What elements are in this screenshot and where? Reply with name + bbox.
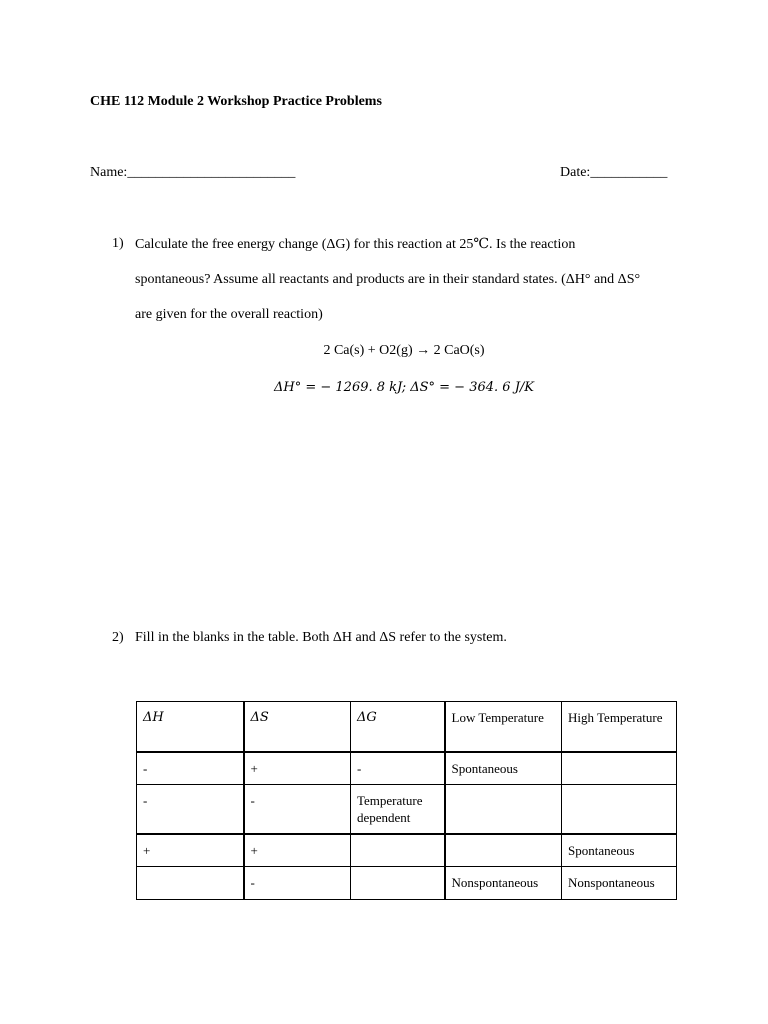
table-row bbox=[137, 867, 677, 900]
table-cell[interactable] bbox=[562, 785, 677, 834]
table-cell[interactable]: + bbox=[137, 834, 244, 867]
header-delta-h: ΔH bbox=[137, 702, 244, 752]
date-field[interactable]: Date:___________ bbox=[560, 165, 668, 180]
table-cell[interactable]: - bbox=[137, 752, 244, 785]
header-delta-g: ΔG bbox=[351, 702, 445, 752]
table-cell[interactable]: Spontaneous bbox=[562, 834, 677, 867]
table-cell[interactable] bbox=[351, 834, 445, 867]
table-cell[interactable]: Spontaneous bbox=[445, 752, 562, 785]
table-row bbox=[137, 752, 677, 785]
table-cell[interactable]: - bbox=[244, 867, 351, 900]
table-row bbox=[137, 785, 677, 834]
table-cell[interactable]: Nonspontaneous bbox=[445, 867, 562, 900]
table-cell[interactable] bbox=[445, 834, 562, 867]
document-title: CHE 112 Module 2 Workshop Practice Problems bbox=[90, 94, 382, 109]
question-2-text: Fill in the blanks in the table. Both ΔH and ΔS refer to the system. bbox=[135, 630, 507, 645]
header-low-temperature: Low Temperature bbox=[445, 702, 562, 752]
table-cell[interactable]: - bbox=[351, 752, 445, 785]
header-delta-s: ΔS bbox=[244, 702, 351, 752]
question-1-line-2: spontaneous? Assume all reactants and products are in their standard states. (ΔH° and ΔS° bbox=[135, 272, 641, 287]
table-header-row bbox=[137, 702, 677, 752]
table-cell[interactable]: Nonspontaneous bbox=[562, 867, 677, 900]
table-row bbox=[137, 834, 677, 867]
table-cell[interactable]: - bbox=[244, 785, 351, 834]
table-cell[interactable]: + bbox=[244, 834, 351, 867]
thermo-values bbox=[0, 380, 768, 396]
table-cell[interactable]: + bbox=[244, 752, 351, 785]
question-2-number: 2) bbox=[112, 630, 124, 645]
thermo-values-text: ΔH° = − 1269. 8 kJ; ΔS° = − 364. 6 J/K bbox=[274, 380, 534, 395]
thermo-table bbox=[136, 701, 677, 900]
header-high-temperature: High Temperature bbox=[562, 702, 677, 752]
question-1-line-3: are given for the overall reaction) bbox=[135, 307, 323, 322]
reaction-equation: 2 Ca(s) + O2(g) → 2 CaO(s) bbox=[323, 343, 485, 358]
name-field[interactable]: Name:________________________ bbox=[90, 165, 296, 180]
table-cell[interactable] bbox=[562, 752, 677, 785]
table-cell[interactable] bbox=[351, 867, 445, 900]
table-cell[interactable]: - bbox=[137, 785, 244, 834]
question-1-number: 1) bbox=[112, 236, 124, 251]
question-1-line-1: Calculate the free energy change (ΔG) for this reaction at 25℃. Is the reaction bbox=[135, 237, 576, 252]
table-cell[interactable] bbox=[445, 785, 562, 834]
table-cell[interactable] bbox=[137, 867, 244, 900]
table-cell[interactable]: Temperature dependent bbox=[351, 785, 445, 834]
